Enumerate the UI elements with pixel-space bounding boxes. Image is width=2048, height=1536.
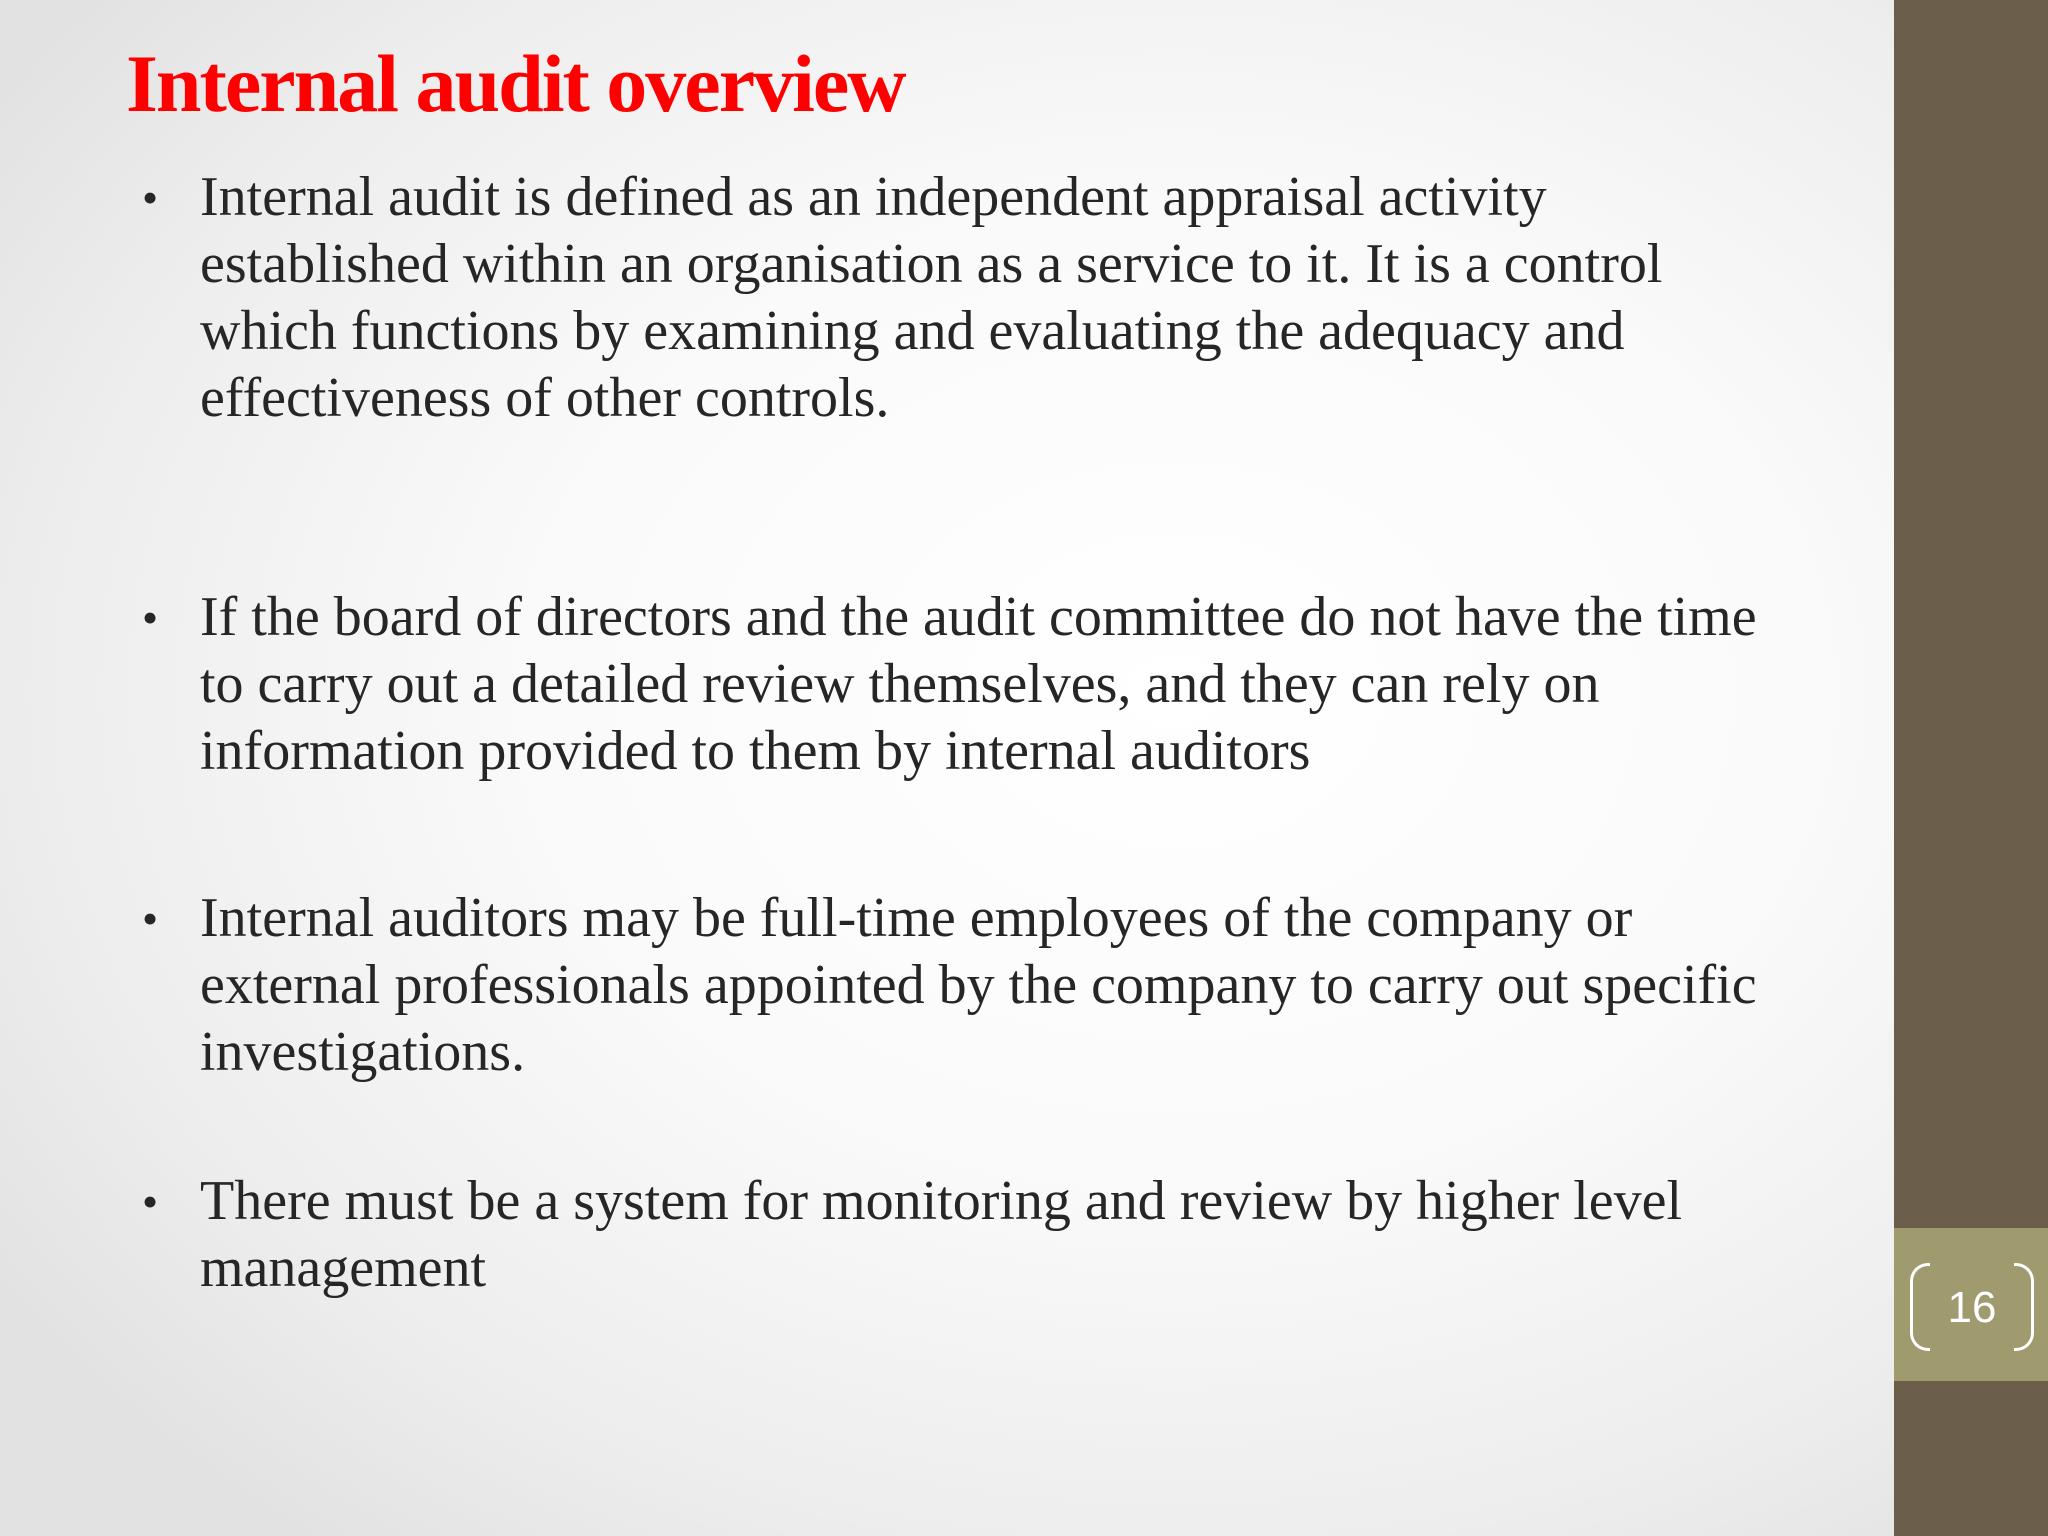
bullet-dot-icon: • [142, 592, 159, 643]
bullet-dot-icon: • [142, 893, 159, 944]
bullet-text: Internal audit is defined as an independent appraisal activity established within an organisation as a service to it. It is a control which functions by examining and evaluating the adequacy and effectiveness of other controls. [200, 166, 1663, 429]
bullet-item [142, 164, 1762, 432]
bullet-text: Internal auditors may be full-time employees of the company or external professionals appointed by the company to carry out specific investigations. [200, 887, 1757, 1083]
bullet-item [142, 1168, 1762, 1302]
left-bracket-icon [1910, 1263, 1930, 1351]
page-number: 16 [1947, 1283, 1997, 1332]
right-bracket-icon [2014, 1263, 2034, 1351]
bullet-item [142, 885, 1762, 1086]
bullet-text: There must be a system for monitoring and review by higher level management [200, 1170, 1683, 1299]
bullet-item [142, 584, 1762, 785]
slide-title: Internal audit overview [126, 38, 905, 129]
bullet-dot-icon: • [142, 172, 159, 223]
bullet-text: If the board of directors and the audit committee do not have the time to carry out a detailed review themselves, and they can rely on information provided to them by internal auditors [200, 586, 1757, 782]
bullet-dot-icon: • [142, 1176, 159, 1227]
